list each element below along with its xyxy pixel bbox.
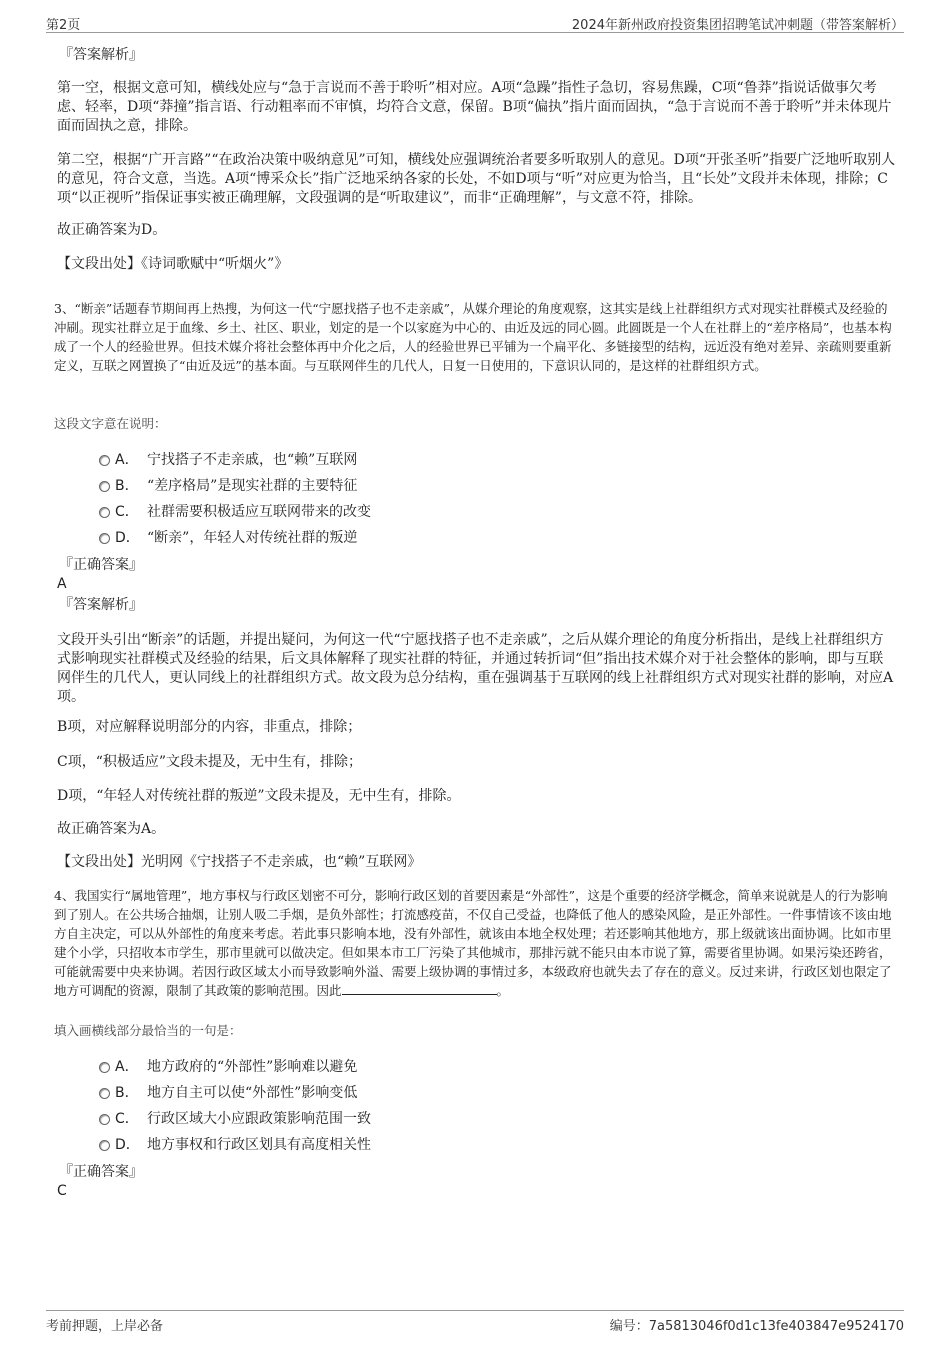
radio-icon[interactable] <box>99 481 110 492</box>
option-letter: A． <box>115 1059 139 1075</box>
q3-analysis-para4: D项，“年轻人对传统社群的叛逆”文段未提及，无中生有，排除。 <box>57 788 461 804</box>
option-text: 地方事权和行政区划具有高度相关性 <box>147 1137 371 1153</box>
q2-source: 【文段出处】《诗词歌赋中“听烟火”》 <box>57 256 289 272</box>
footer-serial: 编号：7a5813046f0d1c13fe403847e9524170 <box>609 1319 904 1334</box>
q3-source: 【文段出处】光明网《宁找搭子不走亲戚，也“赖”互联网》 <box>57 854 422 870</box>
radio-icon[interactable] <box>99 533 110 544</box>
q3-option-b[interactable] <box>99 476 599 496</box>
q3-analysis-label: 『答案解析』 <box>59 597 143 613</box>
option-text: “断亲”，年轻人对传统社群的叛逆 <box>147 530 358 546</box>
q2-conclusion: 故正确答案为D。 <box>57 222 167 238</box>
q4-correct-label: 『正确答案』 <box>59 1164 143 1180</box>
q4-option-a[interactable] <box>99 1057 599 1077</box>
radio-icon[interactable] <box>99 1088 110 1099</box>
q3-option-c[interactable] <box>99 502 599 522</box>
option-letter: A． <box>115 452 139 468</box>
q4-option-c[interactable] <box>99 1109 599 1129</box>
q4-stem-text: 4、我国实行“属地管理”，地方事权与行政区划密不可分，影响行政区划的首要因素是“外部性”，这是个重要的经济学概念，简单来说就是人的行为影响到了别人。在公共场合抽烟，让别人吸二手烟，是负外部性；打流感疫苗，不仅自己受益，也降低了他人的感染风险，是正外部性。一件事情该不该由地方自主决定，可以从外部性的角度来考虑。若此事只影响本地，没有外部性，就该由本地全权处理；若还影响其他地方，那上级就该出面协调。比如市里建个小学，只招收本市学生，那市里就可以做决定。但如果本市工厂污染了其他城市，那排污就不能只由本市说了算，需要省里协调。如果污染还跨省，可能就需要中央来协调。若因行政区域太小而导致影响外溢、需要上级协调的事情过多，本级政府也就失去了存在的意义。反过来讲，行政区划也限定了地方可调配的资源，限制了其政策的影响范围。因此 <box>54 888 892 998</box>
option-letter: C． <box>115 504 139 520</box>
footer-slogan: 考前押题，上岸必备 <box>46 1319 164 1334</box>
q3-analysis-para3: C项，“积极适应”文段未提及，无中生有，排除； <box>57 754 363 770</box>
q4-prompt: 填入画横线部分最恰当的一句是： <box>54 1023 242 1038</box>
radio-icon[interactable] <box>99 1062 110 1073</box>
q2-analysis-para1: 第一空，根据文意可知，横线处应与“急于言说而不善于聆听”相对应。A项“急躁”指性子急切，容易焦躁，C项“鲁莽”指说话做事欠考虑、轻率，D项“莽撞”指言语、行动粗率而不审慎，均符合文意，保留。B项“偏执”指片面而固执，“急于言说而不善于聆听”并未体现片面而固执之意，排除。 <box>57 80 892 134</box>
radio-icon[interactable] <box>99 507 110 518</box>
q3-conclusion: 故正确答案为A。 <box>57 821 166 837</box>
option-letter: B． <box>115 1085 139 1101</box>
q4-stem-end: 。 <box>496 983 510 998</box>
option-text: 社群需要积极适应互联网带来的改变 <box>147 504 371 520</box>
q4-option-b[interactable] <box>99 1083 599 1103</box>
q3-correct-label: 『正确答案』 <box>59 557 143 573</box>
option-text: 宁找搭子不走亲戚，也“赖”互联网 <box>147 452 358 468</box>
q3-analysis-para2: B项，对应解释说明部分的内容，非重点，排除； <box>57 719 362 735</box>
q3-analysis-para1: 文段开头引出“断亲”的话题，并提出疑问，为何这一代“宁愿找搭子也不走亲戚”，之后从媒介理论的角度分析指出，是线上社群组织方式影响现实社群模式及经验的结果，后文具体解释了现实社群的特征，并通过转折词“但”指出技术媒介对于社会整体的影响，即与互联网伴生的几代人，更认同线上的社群组织方式。故文段为总分结构，重在强调基于互联网的线上社群组织方式对现实社群的影响，对应A项。 <box>57 632 894 705</box>
q3-option-a[interactable] <box>99 450 599 470</box>
option-text: 地方政府的“外部性”影响难以避免 <box>147 1059 358 1075</box>
page-number: 第2页 <box>46 18 81 33</box>
radio-icon[interactable] <box>99 1140 110 1151</box>
q3-option-d[interactable] <box>99 528 599 548</box>
option-letter: C． <box>115 1111 139 1127</box>
q2-analysis-para2: 第二空，根据“广开言路”“在政治决策中吸纳意见”可知，横线处应强调统治者要多听取别人的意见。D项“开张圣听”指要广泛地听取别人的意见，符合文意，当选。A项“博采众长”指广泛地采纳各家的长处，不如D项与“听”对应更为恰当，且“长处”文段并未体现，排除；C项“以正视听”指保证事实被正确理解，文段强调的是“听取建议”，而非“正确理解”，与文意不符，排除。 <box>57 152 896 206</box>
q4-option-d[interactable] <box>99 1135 599 1155</box>
radio-icon[interactable] <box>99 1114 110 1125</box>
q3-correct-answer: A <box>57 576 67 592</box>
page-header <box>46 12 904 33</box>
q4-stem <box>54 886 897 1000</box>
q3-stem: 3、“断亲”话题春节期间再上热搜，为何这一代“宁愿找搭子也不走亲戚”，从媒介理论的角度观察，这其实是线上社群组织方式对现实社群模式及经验的冲刷。现实社群立足于血缘、乡土、社区、职业，划定的是一个以家庭为中心的、由近及远的同心圆。此圆既是一个人在社群上的“差序格局”，也基本构成了一个人的经验世界。但技术媒介将社会整体再中介化之后，人的经验世界已平铺为一个扁平化、多链接型的结构，远近没有绝对差异、亲疏则要重新定义，互联之网置换了“由近及远”的基本面。与互联网伴生的几代人，日复一日使用的，下意识认同的，是这样的社群组织方式。 <box>54 301 892 373</box>
fill-blank <box>342 982 497 995</box>
radio-icon[interactable] <box>99 455 110 466</box>
option-letter: D． <box>115 530 140 546</box>
q2-analysis-label: 『答案解析』 <box>59 47 143 63</box>
option-letter: B． <box>115 478 139 494</box>
option-letter: D． <box>115 1137 140 1153</box>
option-text: 地方自主可以使“外部性”影响变低 <box>147 1085 358 1101</box>
document-title: 2024年新州政府投资集团招聘笔试冲刺题（带答案解析） <box>571 18 904 33</box>
page-footer <box>46 1310 904 1333</box>
option-text: 行政区域大小应跟政策影响范围一致 <box>147 1111 371 1127</box>
option-text: “差序格局”是现实社群的主要特征 <box>147 478 358 494</box>
q4-correct-answer: C <box>57 1183 67 1199</box>
q3-prompt: 这段文字意在说明： <box>54 416 167 431</box>
